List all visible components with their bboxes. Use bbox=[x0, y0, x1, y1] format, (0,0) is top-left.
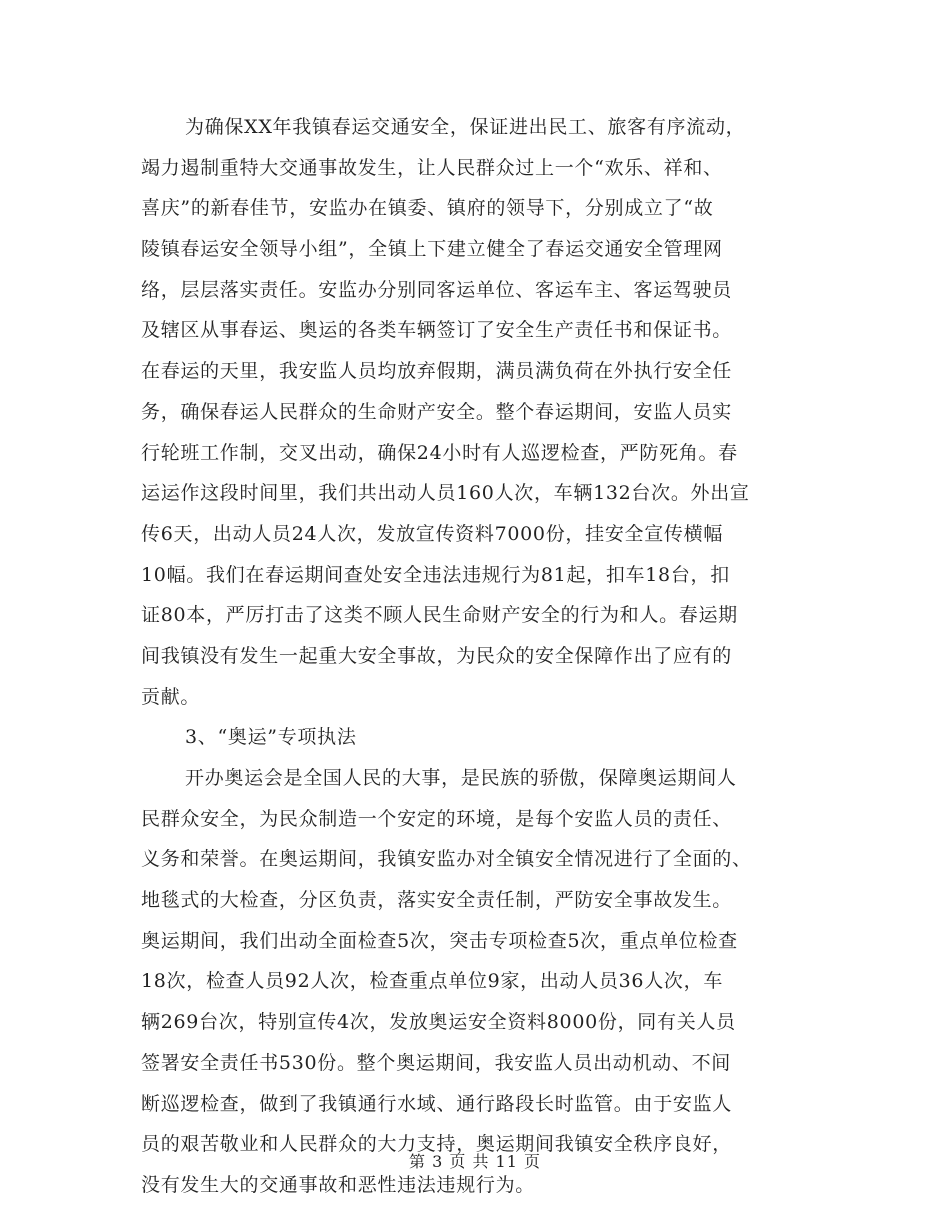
paragraph-line: 喜庆”的新春佳节，安监办在镇委、镇府的领导下，分别成立了“故 bbox=[141, 197, 714, 220]
paragraph-line: 义务和荣誉。在奥运期间，我镇安监办对全镇安全情况进行了全面的、 bbox=[141, 848, 752, 871]
paragraph-line: 辆269台次，特别宣传4次，发放奥运安全资料8000份，同有关人员 bbox=[141, 1011, 736, 1034]
paragraph-line: 络，层层落实责任。安监办分别同客运单位、客运车主、客运驾驶员 bbox=[141, 278, 733, 301]
paragraph-line: 贡献。 bbox=[141, 685, 201, 708]
page-number-footer: 第 3 页 共 11 页 bbox=[409, 1152, 541, 1171]
document-body bbox=[141, 107, 813, 1206]
paragraph-line: 为确保XX年我镇春运交通安全，保证进出民工、旅客有序流动， bbox=[185, 116, 746, 138]
paragraph-line: 陵镇春运安全领导小组”，全镇上下建立健全了春运交通安全管理网 bbox=[141, 238, 723, 261]
paragraph-line: 证80本，严厉打击了这类不顾人民生命财产安全的行为和人。春运期 bbox=[141, 604, 738, 627]
paragraph-line: 传6天，出动人员24人次，发放宣传资料7000份，挂安全宣传横幅 bbox=[141, 522, 724, 545]
paragraph-line: 没有发生大的交通事故和恶性违法违规行为。 bbox=[141, 1173, 536, 1196]
paragraph-line: 运运作这段时间里，我们共出动人员160人次，车辆132台次。外出宣 bbox=[141, 482, 750, 505]
paragraph-line: 断巡逻检查，做到了我镇通行水域、通行路段长时监管。由于安监人 bbox=[141, 1092, 733, 1115]
paragraph-line: 在春运的天里，我安监人员均放弃假期，满员满负荷在外执行安全任 bbox=[141, 360, 733, 383]
paragraph-line: 10幅。我们在春运期间查处安全违法违规行为81起，扣车18台，扣 bbox=[141, 563, 730, 586]
paragraph-line: 18次，检查人员92人次，检查重点单位9家，出动人员36人次，车 bbox=[141, 970, 724, 993]
paragraph-line: 务，确保春运人民群众的生命财产安全。整个春运期间，安监人员实 bbox=[141, 400, 733, 423]
paragraph-line: 间我镇没有发生一起重大安全事故，为民众的安全保障作出了应有的 bbox=[141, 644, 733, 667]
paragraph-line: 竭力遏制重特大交通事故发生，让人民群众过上一个“欢乐、祥和、 bbox=[141, 156, 723, 179]
paragraph-line: 员的艰苦敬业和人民群众的大力支持，奥运期间我镇安全秩序良好， bbox=[141, 1133, 733, 1156]
paragraph-line: 奥运期间，我们出动全面检查5次，突击专项检查5次，重点单位检查 bbox=[141, 929, 738, 952]
paragraph-line: 地毯式的大检查，分区负责，落实安全责任制，严防安全事故发生。 bbox=[141, 889, 733, 912]
paragraph-line: 签署安全责任书530份。整个奥运期间，我安监人员出动机动、不间 bbox=[141, 1051, 731, 1074]
paragraph-line: 民群众安全，为民众制造一个安定的环境，是每个安监人员的责任、 bbox=[141, 807, 733, 830]
paragraph-line: 及辖区从事春运、奥运的各类车辆签订了安全生产责任书和保证书。 bbox=[141, 319, 733, 342]
section-heading: 3、“奥运”专项执法 bbox=[185, 726, 357, 749]
paragraph-line: 行轮班工作制，交叉出动，确保24小时有人巡逻检查，严防死角。春 bbox=[141, 441, 738, 464]
paragraph-line: 开办奥运会是全国人民的大事，是民族的骄傲，保障奥运期间人 bbox=[185, 767, 737, 789]
